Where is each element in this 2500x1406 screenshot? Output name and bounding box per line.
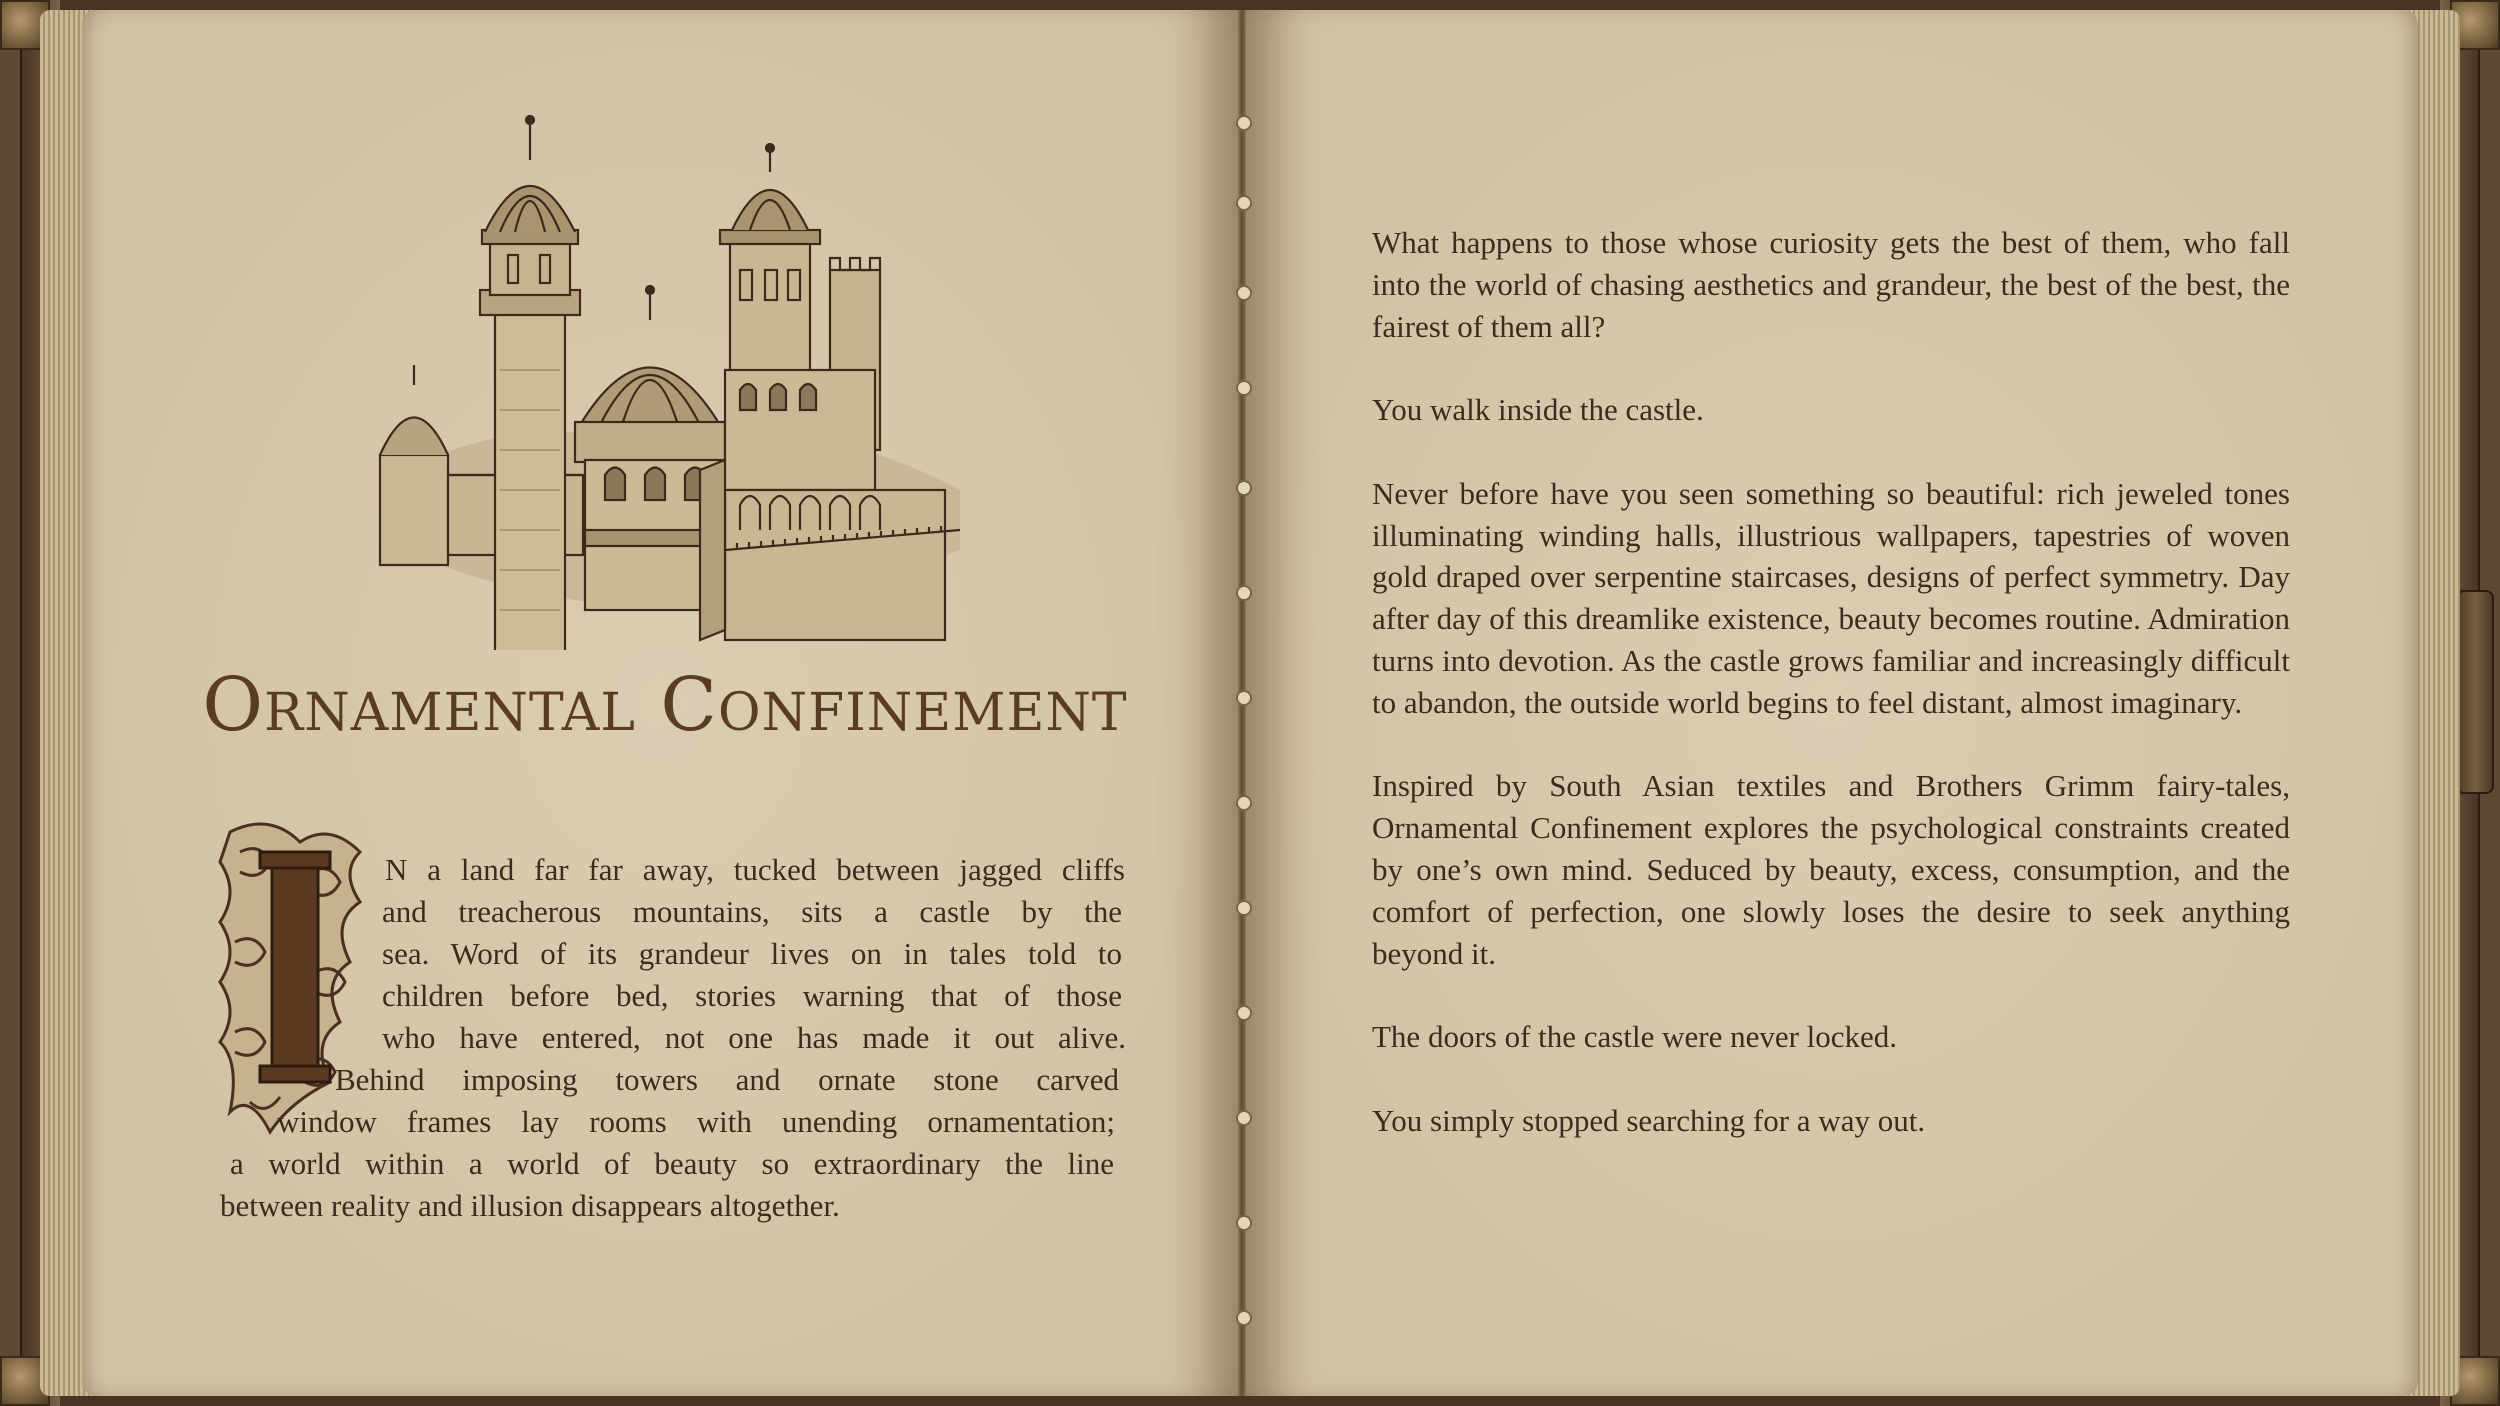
binding-stitch-icon — [1236, 1310, 1252, 1326]
dropcap-letter: I — [291, 973, 299, 997]
intro-line: who have entered, not one has made it out alive. — [382, 1020, 1126, 1055]
intro-line: Behind imposing towers and ornate stone carved — [335, 1062, 1119, 1097]
binding-stitch-icon — [1236, 115, 1252, 131]
castle-illustration — [360, 110, 970, 650]
binding-stitch-icon — [1236, 585, 1252, 601]
binding-stitch-icon — [1236, 690, 1252, 706]
binding-stitch-icon — [1236, 900, 1252, 916]
intro-line: and treacherous mountains, sits a castle by the — [382, 894, 1122, 929]
intro-line: children before bed, stories warning that of those — [382, 978, 1122, 1013]
binding-stitch-icon — [1236, 795, 1252, 811]
intro-line: window frames lay rooms with unending ornamentation; — [277, 1104, 1115, 1139]
paragraph: You walk inside the castle. — [1372, 392, 1704, 428]
binding-stitch-icon — [1236, 1110, 1252, 1126]
intro-line: between reality and illusion disappears altogether. — [220, 1188, 840, 1223]
binding-stitch-icon — [1236, 195, 1252, 211]
cover-spine-edge-left — [0, 0, 22, 1406]
binding-stitch-icon — [1236, 1215, 1252, 1231]
paragraph: What happens to those whose curiosity gets the best of them, who fall into the world of chasing aesthetics and grandeur, the best of the best, the fairest of them all? — [1372, 225, 2290, 344]
binding-stitch-icon — [1236, 380, 1252, 396]
paragraph: You simply stopped searching for a way out. — [1372, 1102, 1926, 1138]
paragraph: Never before have you seen something so beautiful: rich jeweled tones illuminating winding halls, illustrious wallpapers, tapestries of woven gold draped over serpentine staircases, designs of perfect symmetry. Day after day of this dreamlike existence, beauty becomes routine. Admiration turns into devotion. As the castle grows familiar and increasingly difficult to abandon, the outside world begins to feel distant, almost imaginary. — [1372, 475, 2290, 720]
paragraph: Inspired by South Asian textiles and Brothers Grimm fairy-tales, Ornamental Confinement explores the psychological constraints created by one’s own mind. Seduced by beauty, excess, consumption, and the comfort of perfection, one slowly loses the desire to seek anything beyond it. — [1372, 768, 2290, 971]
paragraph: The doors of the castle were never locked. — [1372, 1019, 1898, 1055]
intro-line: N a land far far away, tucked between jagged cliffs — [385, 852, 1125, 887]
intro-line: a world within a world of beauty so extraordinary the line — [230, 1146, 1114, 1181]
book-clasp — [2456, 590, 2494, 794]
right-page-text — [1372, 222, 2290, 1183]
binding-stitch-icon — [1236, 480, 1252, 496]
binding-stitch-icon — [1236, 285, 1252, 301]
page-title: Ornamental Confinement — [202, 662, 1128, 748]
intro-line: sea. Word of its grandeur lives on in tales told to — [382, 936, 1122, 971]
binding-stitch-icon — [1236, 1005, 1252, 1021]
